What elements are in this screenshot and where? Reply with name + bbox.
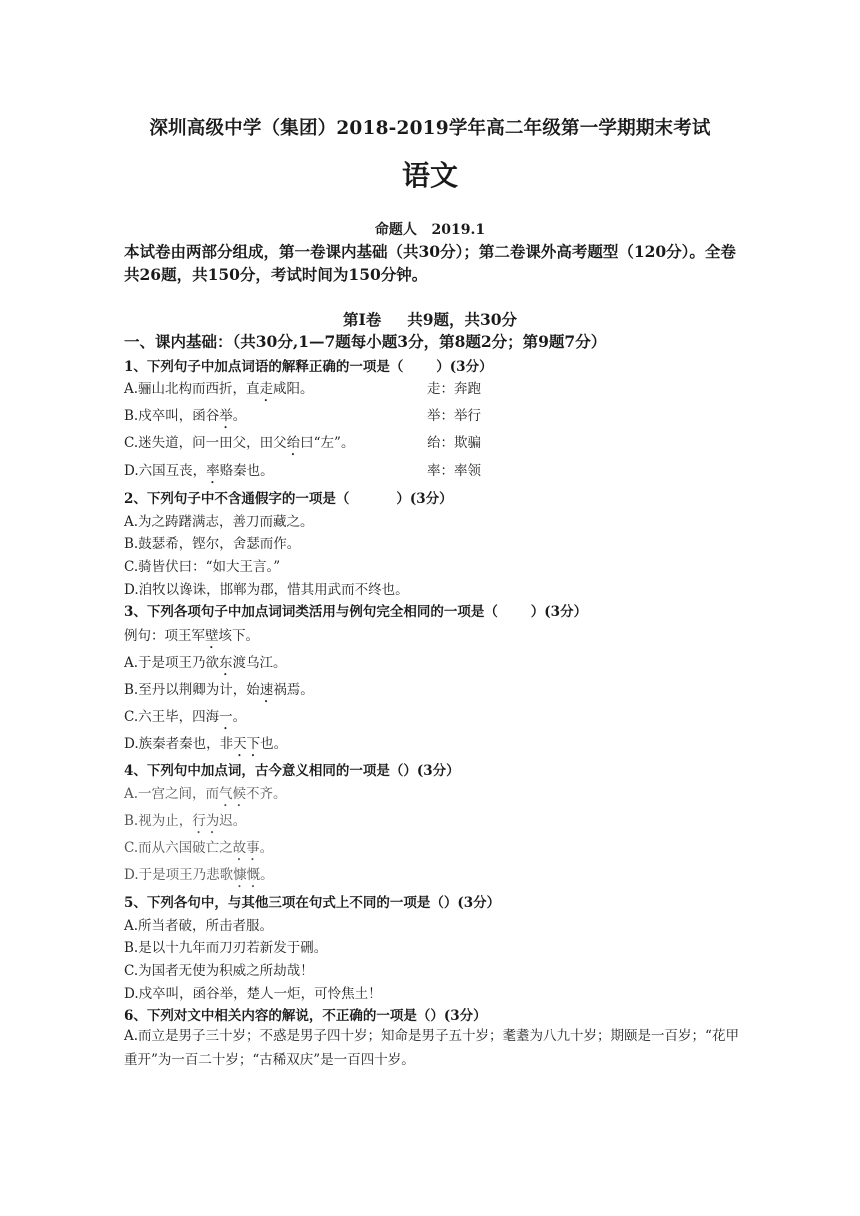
question-1-gloss-c: 绐：欺骗 [427,435,481,451]
question-4-stem: 4、下列句中加点词，古今意义相同的一项是（）(3分） [124,763,460,779]
question-2-option-c: C.骑皆伏曰：“如大王言。” [124,559,281,575]
part-one-header [0,308,860,330]
question-1-option-b: B.戍卒叫，函谷举。 [124,408,247,424]
question-4-option-b: B.视为止，行为迟。 [124,813,247,829]
dotted-word: 一 [219,709,233,725]
question-6-stem: 6、下列对文中相关内容的解说，不正确的一项是（）(3分） [124,1008,487,1024]
question-4-option-d: D.于是项王乃悲歌慷慨。 [124,867,274,883]
dotted-word: 绐 [286,435,301,451]
part-label: 第Ⅰ卷 [342,310,382,329]
question-1-gloss-d: 率：率领 [427,463,481,479]
question-5-option-a: A.所当者破，所击者服。 [124,918,274,934]
question-5-option-d: D.戍卒叫，函谷举，楚人一炬，可怜焦土！ [124,986,382,1002]
question-3-option-b: B.至丹以荆卿为计，始速祸焉。 [124,682,314,698]
dotted-word: 率 [206,463,220,479]
dotted-word: 举 [219,408,233,424]
dotted-word: 天下 [233,736,261,752]
question-4-option-a: A.一宫之间，而气候不齐。 [124,786,287,802]
dotted-word: 行为 [192,813,220,829]
question-3-stem: 3、下列各项句子中加点词词类活用与例句完全相同的一项是（ ）(3分） [124,604,588,620]
dotted-word: 东 [219,655,233,671]
question-2-option-d: D.洎牧以谗诛，邯郸为郡，惜其用武而不终也。 [124,582,409,598]
question-1-option-c: C.迷失道，问一田父，田父绐曰“左”。 [124,435,355,451]
exam-instructions: 本试卷由两部分组成，第一卷课内基础（共30分）；第二卷课外高考题型（120分）。全卷共26题，共150分，考试时间为150分钟。 [124,242,736,284]
question-3-example: 例句：项王军壁垓下。 [124,628,259,644]
dotted-word: 故事 [232,840,260,856]
question-4-option-c: C.而从六国破亡之故事。 [124,840,274,856]
question-5-stem: 5、下列各句中，与其他三项在句式上不同的一项是（）(3分） [124,895,501,911]
question-1-option-d: D.六国互丧，率赂秦也。 [124,463,274,479]
question-2-stem: 2、下列句子中不含通假字的一项是（ ）(3分） [124,491,453,507]
question-5-option-c: C.为国者无使为积威之所劫哉！ [124,963,314,979]
dotted-word: 气候 [219,786,247,802]
author-line: 命题人 2019.1 [374,222,486,238]
subject-title: 语文 [401,159,458,192]
question-3-option-d: D.族秦者秦也，非天下也。 [124,736,288,752]
dotted-word: 速 [259,682,274,698]
dotted-word: 壁 [205,628,219,644]
section-title: 一、课内基础：（共30分,1—7题每小题3分，第8题2分；第9题7分） [124,332,607,351]
question-1-option-a: A.骊山北构而西折，直走咸阳。 [124,381,314,397]
question-2-option-b: B.鼓瑟希，铿尔，舍瑟而作。 [124,536,301,552]
question-1-gloss-b: 举：举行 [427,408,481,424]
question-3-option-a: A.于是项王乃欲东渡乌江。 [124,655,287,671]
question-1-gloss-a: 走：奔跑 [427,381,481,397]
question-6-option-a: A.而立是男子三十岁；不惑是男子四十岁；知命是男子五十岁；耄耋为八九十岁；期颐是一百岁；“花甲重开”为一百二十岁；“古稀双庆”是一百四十岁。 [124,1028,739,1068]
exam-title: 深圳高级中学（集团）2018-2019学年高二年级第一学期期末考试 [149,118,711,139]
question-1-stem: 1、下列句子中加点词语的解释正确的一项是（ ）(3分） [124,359,493,375]
dotted-word: 慷慨 [233,867,261,883]
question-5-option-b: B.是以十九年而刀刃若新发于硎。 [124,940,328,956]
dotted-word: 走 [259,381,274,397]
question-2-option-a: A.为之踌躇满志，善刀而藏之。 [124,514,314,530]
question-3-option-c: C.六王毕，四海一。 [124,709,247,725]
part-summary: 共9题，共30分 [407,310,518,329]
